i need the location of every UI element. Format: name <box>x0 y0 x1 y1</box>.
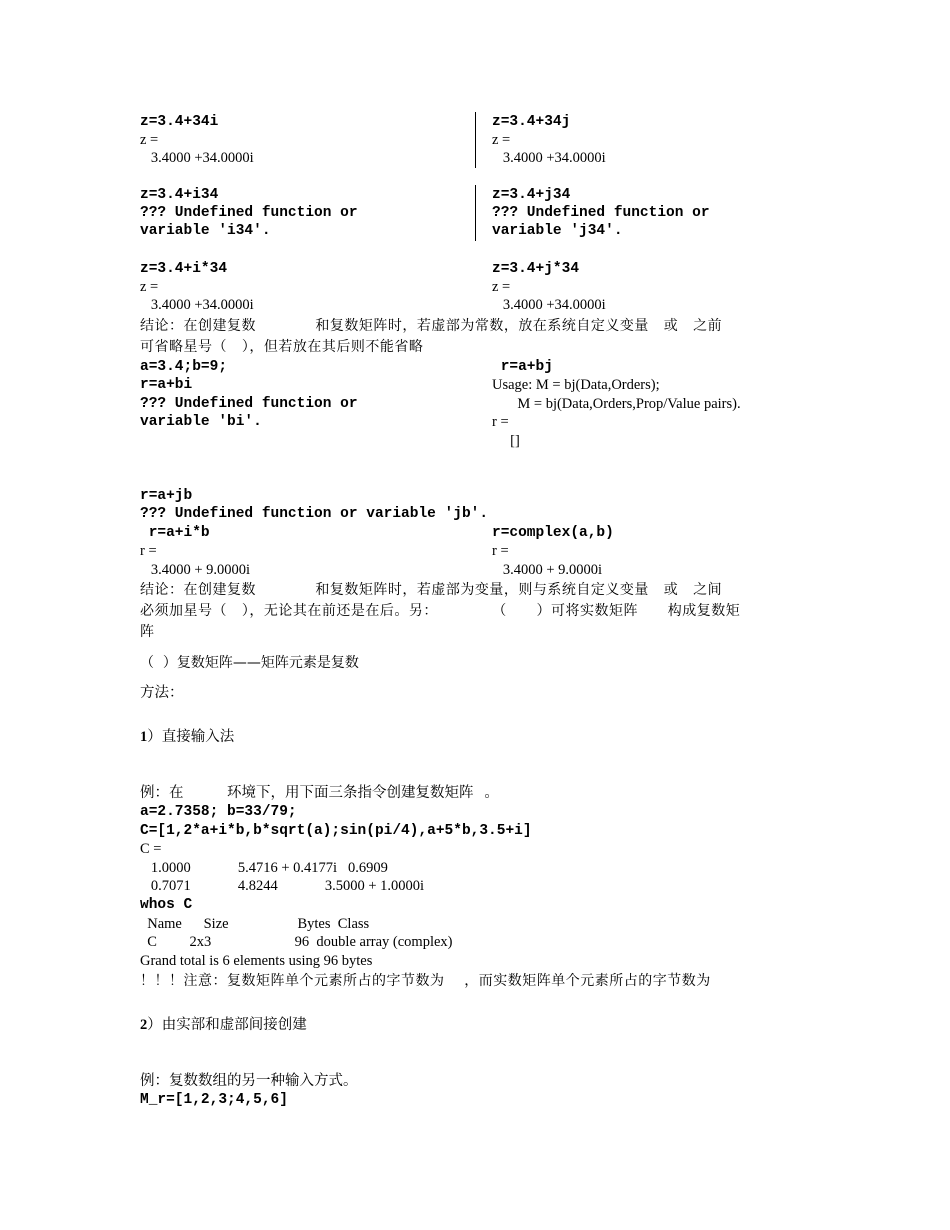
output-line: 3.4000 +34.0000i <box>140 150 254 166</box>
output-line: 3.4000 + 9.0000i <box>140 562 251 578</box>
code-line: r=a+i*b <box>140 525 210 541</box>
output-line: C 2x3 96 double array (complex) <box>140 934 453 950</box>
code-line: C=[1,2*a+i*b,b*sqrt(a);sin(pi/4),a+5*b,3.5+i] <box>140 823 532 839</box>
code-line: a=3.4;b=9; <box>140 359 228 375</box>
output-line: M = bj(Data,Orders,Prop/Value pairs). <box>492 396 741 412</box>
conclusion-text: 结论：在创建复数 和复数矩阵时，若虚部为常数，放在系统自定义变量 或 之前 <box>140 318 723 334</box>
code-line: whos C <box>140 897 193 913</box>
output-line: Usage: M = bj(Data,Orders); <box>492 377 660 393</box>
output-line: 3.4000 +34.0000i <box>140 297 254 313</box>
output-line: z = <box>140 132 159 148</box>
method-label: 方法： <box>140 685 184 701</box>
code-line: r=a+bi <box>140 377 193 393</box>
conclusion-text: 阵 <box>140 624 155 640</box>
code-line: z=3.4+34i <box>140 114 219 130</box>
conclusion-text: 必须加星号（ ），无论其在前还是在后。另： （ ）可将实数矩阵 构成复数矩 <box>140 603 741 619</box>
column-divider-2 <box>475 185 476 241</box>
output-line: r = <box>492 414 509 430</box>
output-line: Grand total is 6 elements using 96 bytes <box>140 953 373 969</box>
error-line: ??? Undefined function or variable 'jb'. <box>140 506 489 522</box>
code-line: z=3.4+i*34 <box>140 261 228 277</box>
method-title: ）直接输入法 <box>147 729 235 745</box>
conclusion-text: 可省略星号（ ），但若放在其后则不能省略 <box>140 339 424 355</box>
code-line: a=2.7358; b=33/79; <box>140 804 297 820</box>
output-line: 0.7071 4.8244 3.5000 + 1.0000i <box>140 878 425 894</box>
code-line: z=3.4+j34 <box>492 187 571 203</box>
error-line: ??? Undefined function or <box>140 205 358 221</box>
method-number: 2 <box>140 1017 148 1033</box>
method-title: ）由实部和虚部间接创建 <box>147 1017 307 1033</box>
method-number: 1 <box>140 729 148 745</box>
output-line: [] <box>492 433 520 449</box>
error-line: ??? Undefined function or <box>140 396 358 412</box>
output-line: 1.0000 5.4716 + 0.4177i 0.6909 <box>140 860 388 876</box>
output-line: z = <box>492 279 511 295</box>
method-heading <box>140 1016 307 1034</box>
error-line: variable 'j34'. <box>492 223 623 239</box>
output-line: z = <box>492 132 511 148</box>
output-line: Name Size Bytes Class <box>140 916 370 932</box>
output-line: C = <box>140 841 162 857</box>
output-line: z = <box>140 279 159 295</box>
column-divider-1 <box>475 112 476 168</box>
output-line: 3.4000 + 9.0000i <box>492 562 603 578</box>
example-intro: 例：复数数组的另一种输入方式。 <box>140 1073 358 1089</box>
output-line: r = <box>140 543 157 559</box>
example-intro: 例：在 环境下，用下面三条指令创建复数矩阵 。 <box>140 785 499 801</box>
conclusion-text: 结论：在创建复数 和复数矩阵时，若虚部为变量，则与系统自定义变量 或 之间 <box>140 582 723 598</box>
code-line: r=a+bj <box>492 359 553 375</box>
code-line: M_r=[1,2,3;4,5,6] <box>140 1092 288 1108</box>
output-line: 3.4000 +34.0000i <box>492 150 606 166</box>
section-heading: （ ）复数矩阵——矩阵元素是复数 <box>140 655 359 671</box>
code-line: z=3.4+34j <box>492 114 571 130</box>
output-line: r = <box>492 543 509 559</box>
method-heading <box>140 728 234 746</box>
code-line: r=a+jb <box>140 488 193 504</box>
output-line: 3.4000 +34.0000i <box>492 297 606 313</box>
code-line: z=3.4+i34 <box>140 187 219 203</box>
error-line: variable 'bi'. <box>140 414 262 430</box>
code-line: z=3.4+j*34 <box>492 261 580 277</box>
error-line: ??? Undefined function or <box>492 205 710 221</box>
code-line: r=complex(a,b) <box>492 525 614 541</box>
note-text: ！！！注意：复数矩阵单个元素所占的字节数为 ，而实数矩阵单个元素所占的字节数为 <box>140 973 711 989</box>
error-line: variable 'i34'. <box>140 223 271 239</box>
